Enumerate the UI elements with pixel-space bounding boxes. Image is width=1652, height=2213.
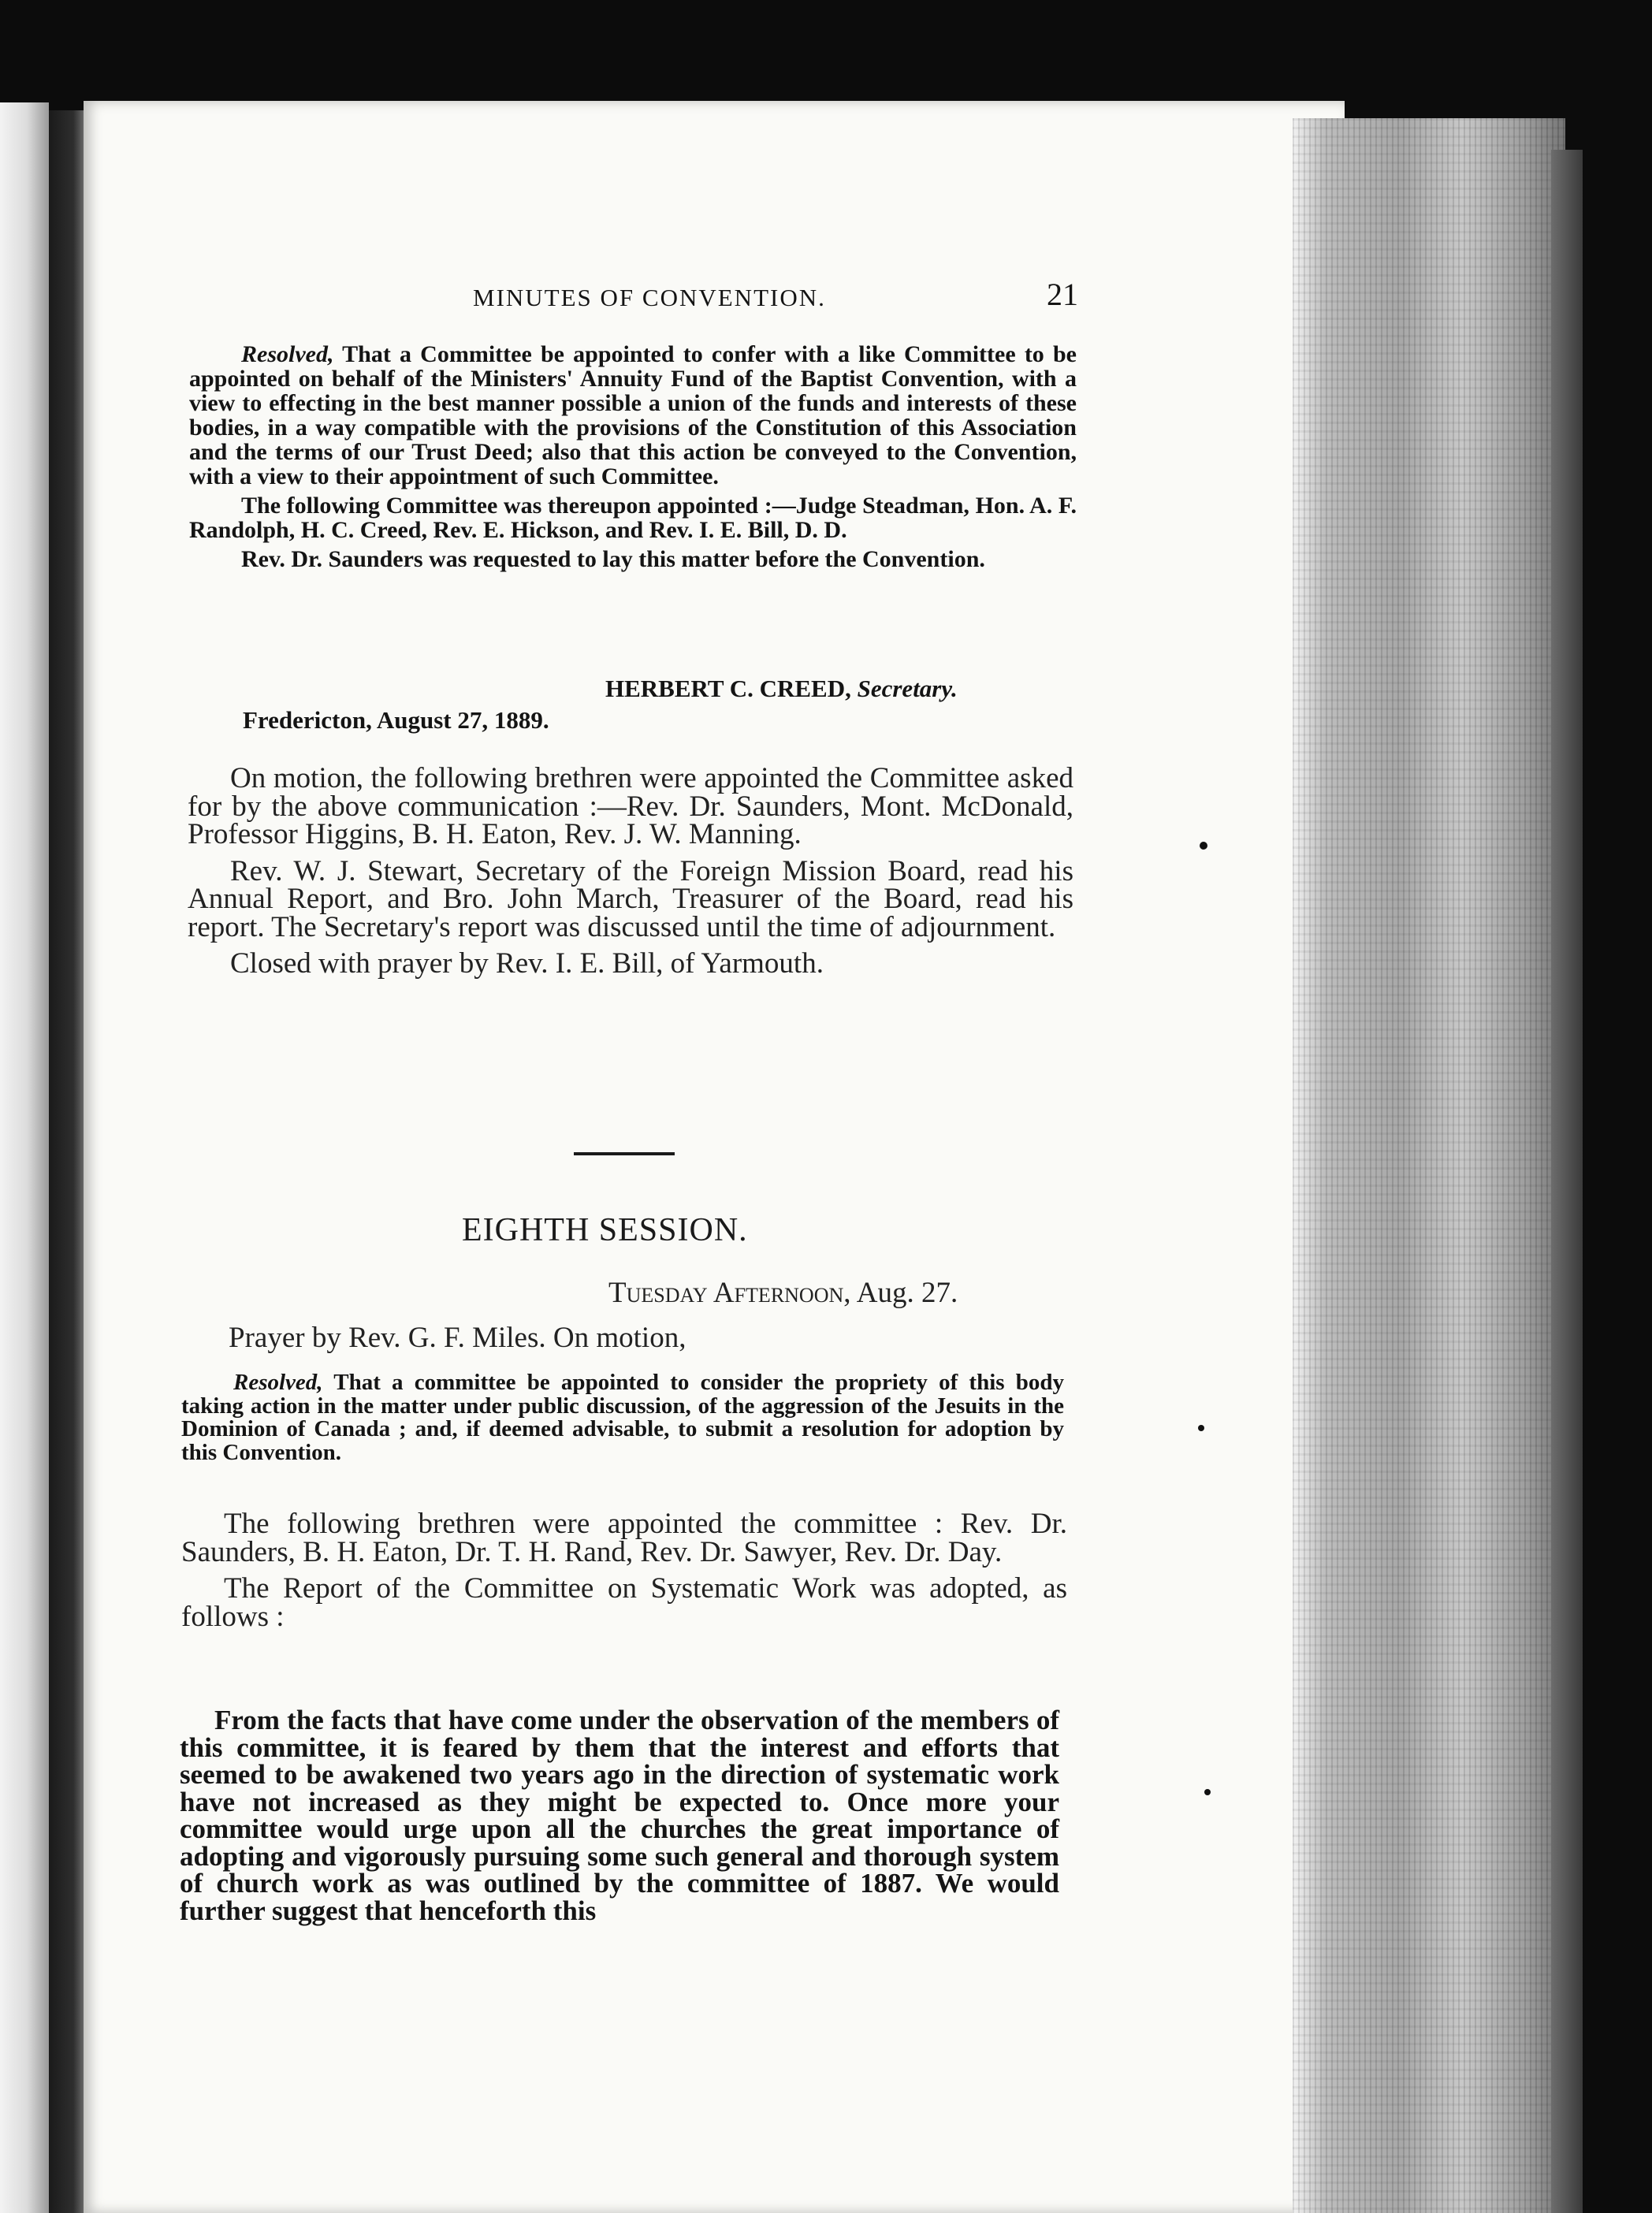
prayer-line: Prayer by Rev. G. F. Miles. On motion, <box>229 1322 686 1354</box>
binding-shadow <box>1551 150 1583 2213</box>
resolution-text: That a Committee be appointed to confer with a like Committee to be appointed on behalf of the Ministers' Annuity Fund of the Baptist Convention, with a view to effecting in the best manner possible a union of the funds and interests of these bodies, in a way compatible with the provisions of the Constitution of this Association and the terms of our Trust Deed; also that this action be conveyed to the Convention, with a view to their appointment of such Committee. <box>189 341 1077 489</box>
ink-speck <box>1200 842 1207 850</box>
minutes-paragraph: On motion, the following brethren were appointed the Committee asked for by the above communication :—Rev. Dr. Saunders, Mont. McDonald, Professor Higgins, B. H. Eaton, Rev. J. W. Manning. <box>188 762 1073 850</box>
signature-title: Secretary. <box>857 675 958 702</box>
signature-name: HERBERT C. CREED, <box>605 675 851 702</box>
committee-appointed-paragraph: The following brethren were appointed the committee : Rev. Dr. Saunders, B. H. Eaton, Dr. T. H. Rand, Rev. Dr. Sawyer, Rev. Dr. Day. <box>181 1508 1067 1568</box>
running-title: MINUTES OF CONVENTION. <box>473 284 826 311</box>
ink-speck <box>1198 1425 1204 1431</box>
resolution-paragraph <box>189 342 1077 489</box>
report-intro-paragraph: The Report of the Committee on Systematic Work was adopted, as follows : <box>181 1572 1067 1633</box>
ink-speck <box>1204 1789 1211 1795</box>
session-heading: EIGHTH SESSION. <box>462 1212 748 1248</box>
section-divider-rule <box>574 1152 675 1155</box>
page-number: 21 <box>1047 277 1078 312</box>
secretary-signature <box>605 676 958 701</box>
session-date: Aug. 27. <box>856 1277 958 1309</box>
resolved-word: Resolved, <box>241 341 334 367</box>
committee-resolution-block <box>189 342 1077 571</box>
minutes-paragraph: Rev. W. J. Stewart, Secretary of the Foreign Mission Board, read his Annual Report, and Bro. John March, Treasurer of the Board, read his report. The Secretary's report was discussed until the time of adjournment. <box>188 854 1073 943</box>
day-time: Tuesday Afternoon, <box>608 1277 851 1309</box>
saunders-request-paragraph: Rev. Dr. Saunders was requested to lay this matter before the Convention. <box>241 546 985 572</box>
session-date-line <box>608 1278 958 1307</box>
place-and-date: Fredericton, August 27, 1889. <box>243 706 549 734</box>
minutes-section <box>188 764 1073 987</box>
facing-page-edge <box>0 102 49 2213</box>
systematic-work-report <box>180 1707 1059 1925</box>
resolution-text: That a committee be appointed to consider the propriety of this body taking action in the matter under public discussion, of the aggression of the Jesuits in the Dominion of Canada ; and, if deemed advisable, to submit a resolution for adoption by this Convention. <box>181 1370 1064 1465</box>
jesuits-resolution <box>181 1371 1064 1464</box>
minutes-paragraph: Closed with prayer by Rev. I. E. Bill, of Yarmouth. <box>230 947 824 980</box>
report-paragraph: From the facts that have come under the observation of the members of this committee, it is feared by them that the interest and efforts that seemed to be awakened two years ago in the direction of systematic work have not increased as they might be expected to. Once more your committee would urge upon all the churches the great importance of adopting and vigorously pursuing some such general and thorough system of church work as was outlined by the committee of 1887. We would further suggest that henceforth this <box>180 1705 1059 1926</box>
session-minutes <box>181 1510 1067 1639</box>
resolved-word: Resolved, <box>233 1370 323 1395</box>
resolution-paragraph <box>181 1371 1064 1464</box>
page-block-edges <box>1293 118 1565 2213</box>
committee-appointed-paragraph: The following Committee was thereupon appointed :—Judge Steadman, Hon. A. F. Randolph, H. C. Creed, Rev. E. Hickson, and Rev. I. E. Bill, D. D. <box>189 493 1077 543</box>
